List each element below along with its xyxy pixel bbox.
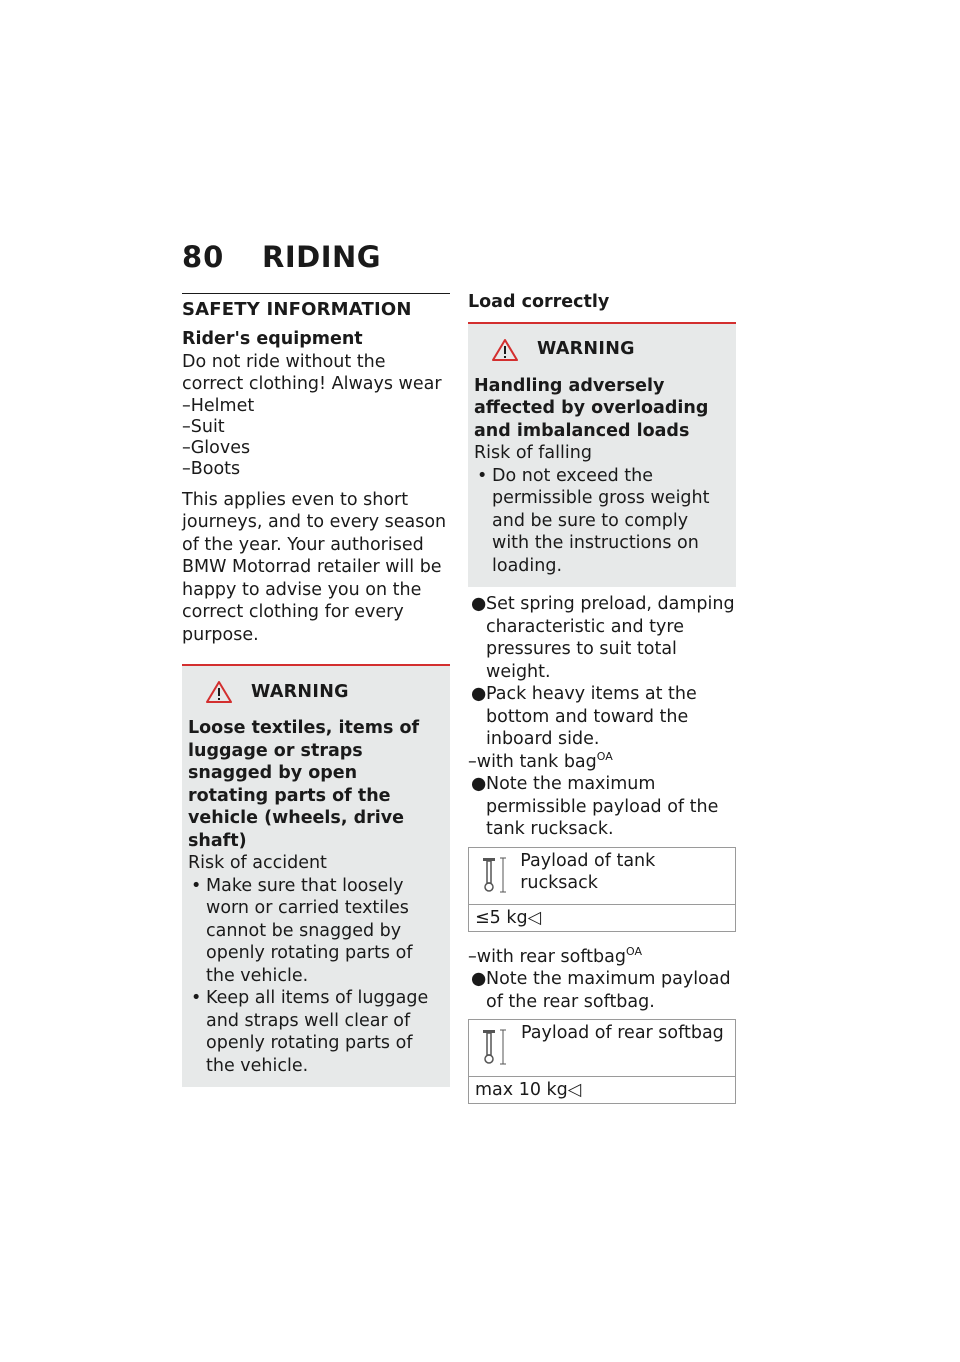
warning-triangle-icon: [206, 680, 232, 704]
weight-icon: [479, 856, 507, 894]
warning-label: WARNING: [251, 681, 349, 702]
list-item: • Do not exceed the permissible gross weight and be sure to comply with the instructions on loading.: [477, 465, 710, 576]
spec-value: max 10 kg: [475, 1080, 568, 1100]
list-item: • Keep all items of luggage and straps well clear of openly rotating parts of the vehicle.: [191, 988, 429, 1076]
warning-consequence: Risk of falling: [474, 443, 592, 463]
subsection-heading: Load correctly: [468, 292, 610, 312]
spec-value: ≤5 kg: [475, 907, 528, 928]
warning-box: [468, 322, 736, 588]
condition-line: –with rear softbag$^{OA}$: [468, 944, 642, 967]
list-item: ●Note the maximum permissible payload of the tank rucksack.: [471, 774, 719, 839]
section-divider: [182, 293, 450, 322]
warning-label: WARNING: [537, 339, 635, 360]
chapter-title: RIDING: [262, 240, 382, 274]
left-column: [182, 293, 450, 1087]
list-item: ●Pack heavy items at the bottom and toward the inboard side.: [471, 684, 697, 749]
list-item: –Suit: [182, 416, 225, 437]
warning-hazard: Loose textiles, items of luggage or straps snagged by open rotating parts of the vehicle (wheels, drive shaft): [188, 718, 420, 851]
section-title: SAFETY INFORMATION: [182, 299, 412, 320]
option-mark: OA: [625, 944, 642, 958]
spec-table: [468, 847, 736, 932]
weight-icon: [479, 1028, 507, 1066]
spec-label: Payload of tank rucksack: [520, 850, 656, 893]
equipment-list: [182, 396, 450, 480]
list-item: –Gloves: [182, 437, 251, 458]
subsection-heading: Rider's equipment: [182, 329, 363, 349]
list-item: –Helmet: [182, 395, 255, 416]
condition-line: –with tank bag$^{OA}$: [468, 749, 613, 772]
list-item: • Make sure that loosely worn or carried textiles cannot be snagged by openly rotating parts of the vehicle.: [191, 875, 413, 986]
warning-hazard: Handling adversely affected by overloading and imbalanced loads: [474, 375, 709, 441]
note-text: This applies even to short journeys, and to every season of the year. Your authorised BMW Motorrad retailer will be happy to advise you on the correct clothing for every purpose.: [182, 489, 447, 645]
intro-text: Do not ride without the correct clothing! Always wear: [182, 351, 442, 394]
right-column: [468, 293, 736, 1104]
list-item: –Boots: [182, 458, 241, 479]
spec-label: Payload of rear softbag: [521, 1023, 724, 1043]
end-mark: ◁: [567, 1080, 582, 1100]
page-number: 80: [182, 240, 225, 274]
end-mark: ◁: [527, 907, 542, 928]
warning-box: [182, 664, 450, 1087]
list-item: ●Set spring preload, damping characteristic and tyre pressures to suit total weight.: [471, 594, 735, 682]
option-mark: OA: [596, 749, 613, 763]
spec-table: [468, 1019, 736, 1104]
warning-consequence: Risk of accident: [188, 853, 327, 873]
list-item: ●Note the maximum payload of the rear softbag.: [471, 969, 731, 1012]
warning-triangle-icon: [492, 338, 518, 362]
